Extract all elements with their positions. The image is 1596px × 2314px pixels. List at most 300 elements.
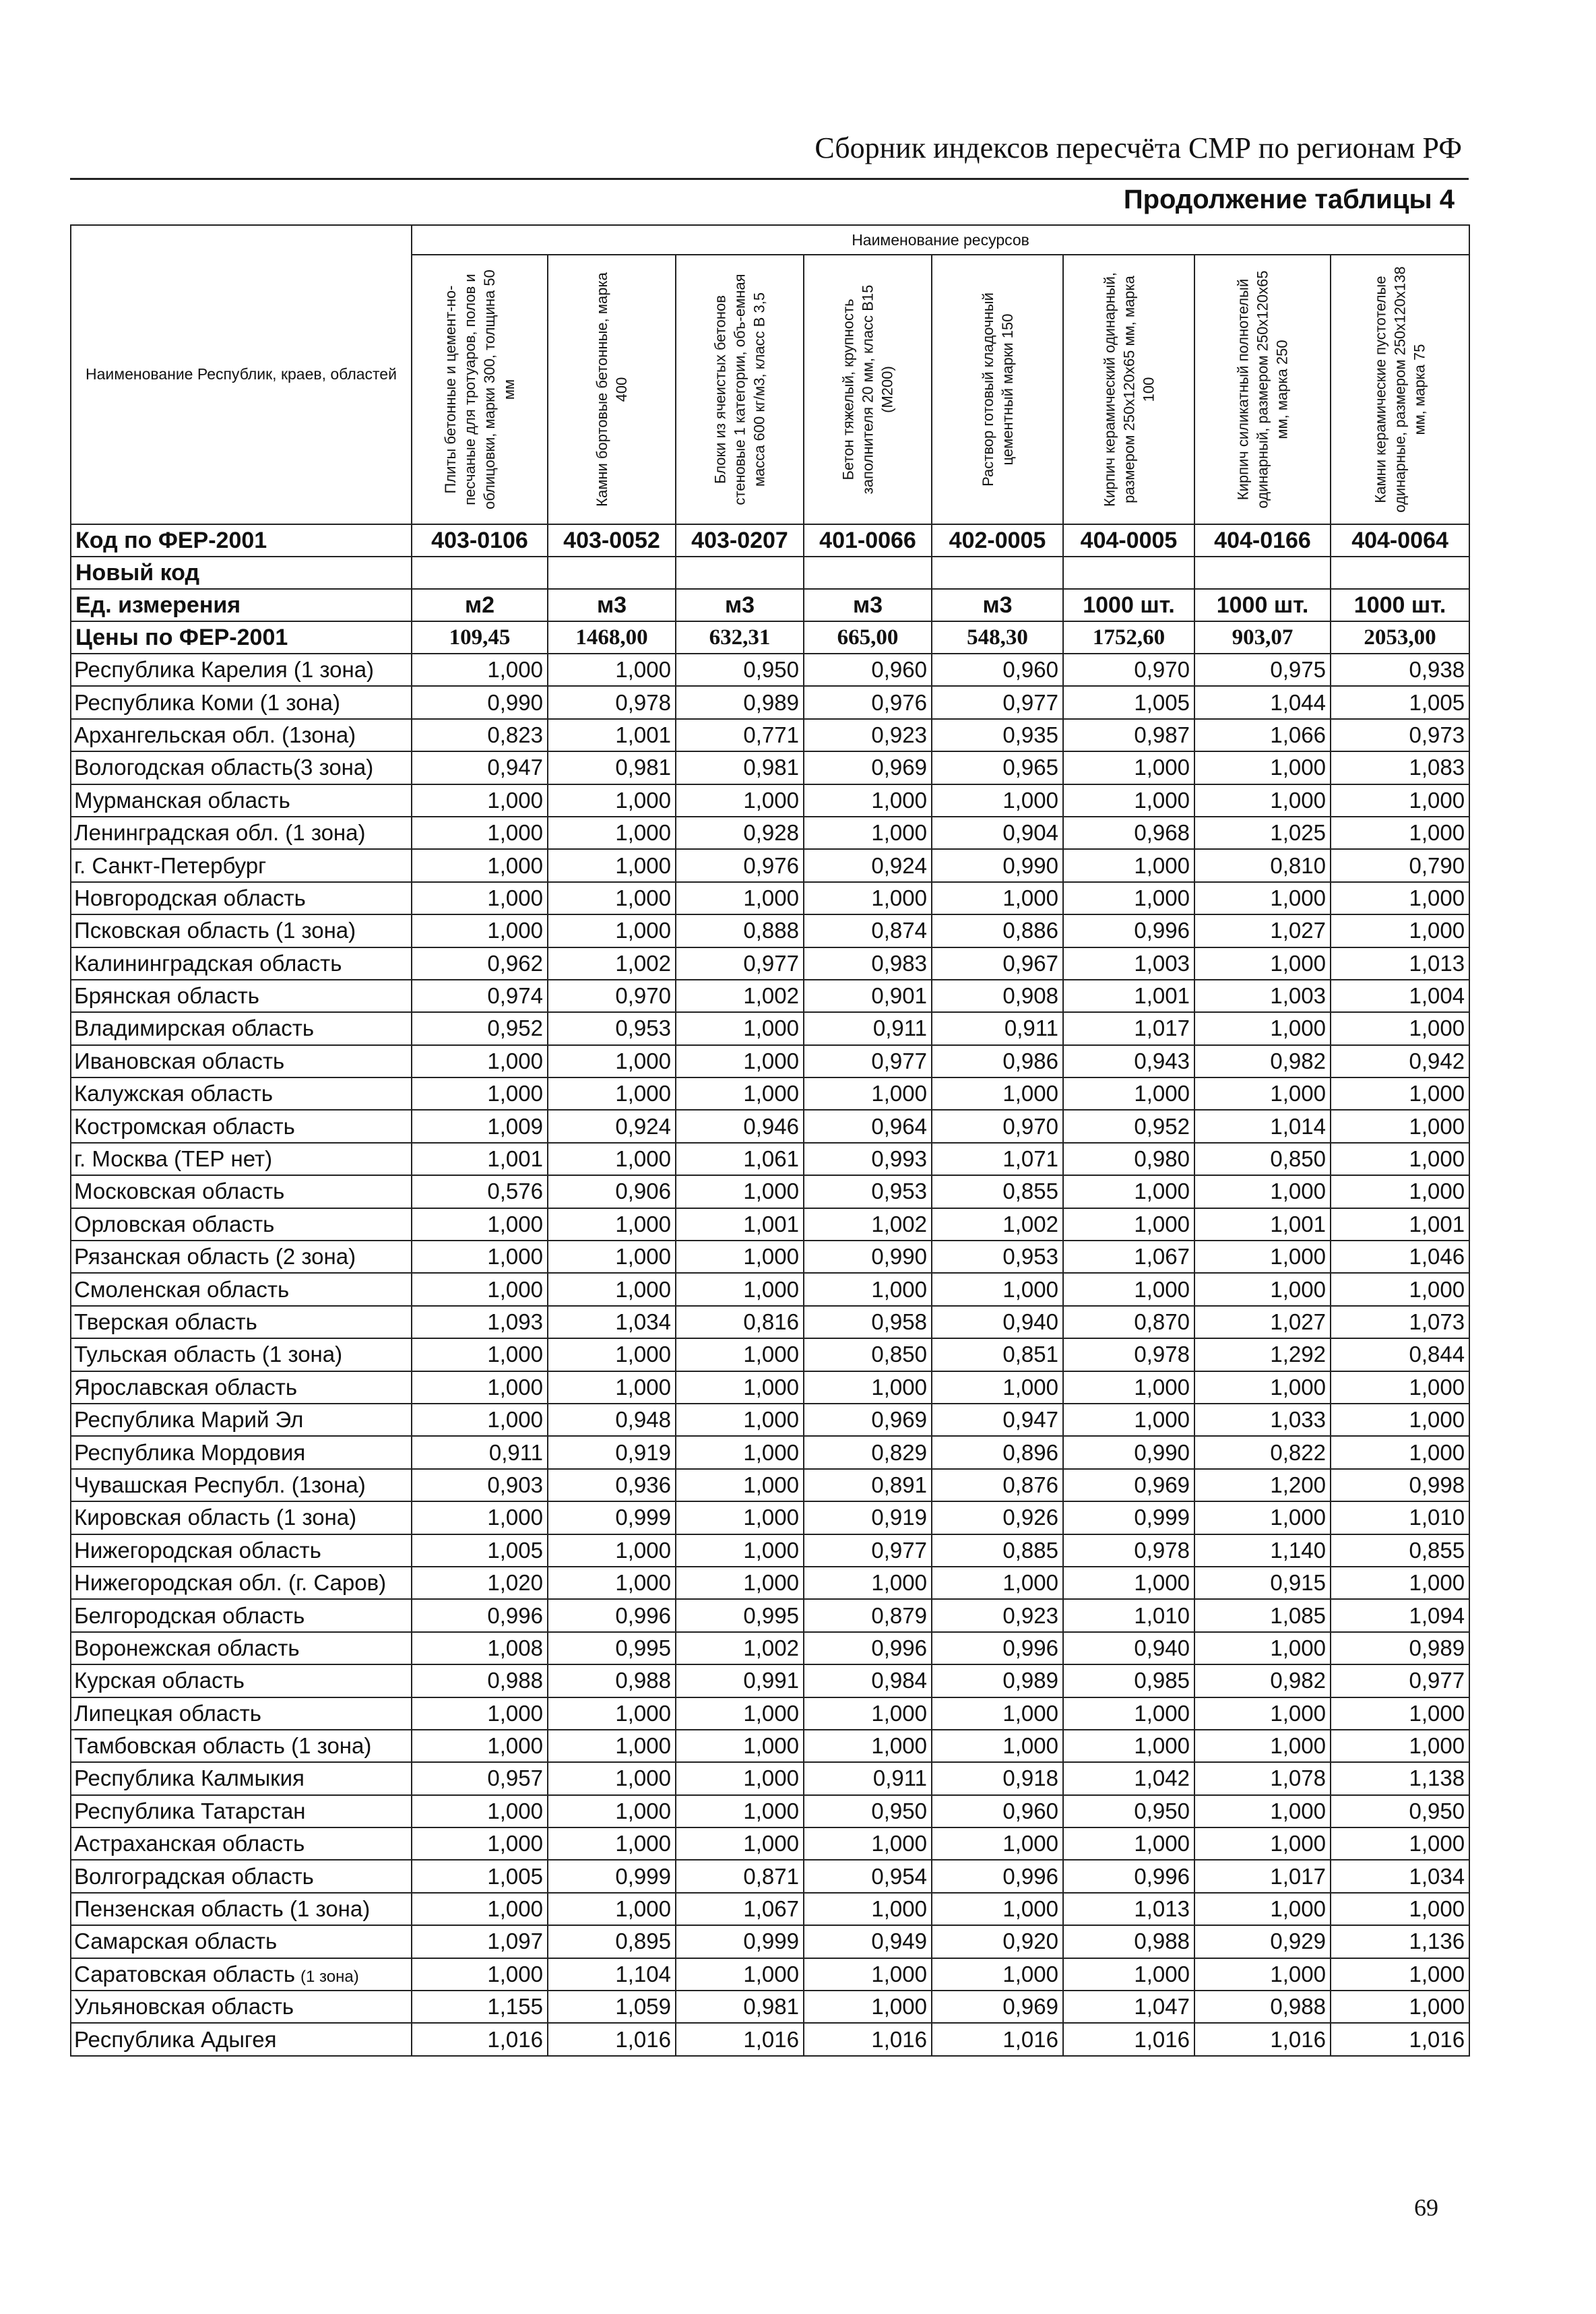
region-name xyxy=(71,817,412,849)
index-value: 1,000 xyxy=(548,1371,676,1404)
index-value: 0,988 xyxy=(1063,1925,1194,1958)
resource-header-text: Кирпич силикатный полнотелый одинарный, размером 250х120х65 мм, марка 250 xyxy=(1234,270,1291,509)
resource-header-text: Плиты бетонные и цемент-но-песчаные для тротуаров, полов и облицовки, марки 300, толщина 50 мм xyxy=(441,270,518,509)
meta-cell: 1752,60 xyxy=(1063,621,1194,654)
index-value: 0,870 xyxy=(1063,1306,1194,1338)
meta-cell xyxy=(412,557,548,589)
index-value: 1,000 xyxy=(1331,1567,1469,1599)
region-name xyxy=(71,2023,412,2055)
index-value: 1,000 xyxy=(676,1730,804,1762)
index-value: 0,990 xyxy=(804,1241,932,1273)
index-value: 0,954 xyxy=(804,1860,932,1892)
meta-cell xyxy=(548,557,676,589)
price-index-table xyxy=(70,224,1470,2057)
index-value: 0,970 xyxy=(1063,654,1194,686)
index-value: 1,000 xyxy=(1194,1175,1331,1208)
index-value: 0,923 xyxy=(804,719,932,751)
index-value: 0,950 xyxy=(804,1795,932,1827)
index-value: 1,000 xyxy=(1063,1404,1194,1436)
index-value: 1,000 xyxy=(548,914,676,947)
resource-header-text: Камни бортовые бетонные, марка 400 xyxy=(593,272,630,507)
meta-cell: 403-0052 xyxy=(548,524,676,557)
index-value: 0,990 xyxy=(412,686,548,718)
index-value: 0,928 xyxy=(676,817,804,849)
index-value: 1,000 xyxy=(676,1241,804,1273)
index-value: 1,000 xyxy=(1194,784,1331,817)
index-value: 1,002 xyxy=(548,947,676,980)
region-name-text: Рязанская область (2 зона) xyxy=(74,1244,356,1270)
index-value: 0,901 xyxy=(804,980,932,1012)
region-name-text: Тверская область xyxy=(74,1309,257,1334)
index-value: 1,000 xyxy=(804,1827,932,1860)
region-name xyxy=(71,1404,412,1436)
region-name xyxy=(71,654,412,686)
region-name-text: Брянская область xyxy=(74,983,259,1009)
region-name-text: Республика Коми (1 зона) xyxy=(74,689,341,715)
index-value: 1,000 xyxy=(804,882,932,914)
region-name xyxy=(71,1991,412,2023)
index-value: 1,000 xyxy=(1063,1077,1194,1110)
index-value: 1,066 xyxy=(1194,719,1331,751)
index-value: 1,047 xyxy=(1063,1991,1194,2023)
index-value: 0,911 xyxy=(932,1012,1063,1044)
resource-group-header: Наименование ресурсов xyxy=(412,225,1469,255)
region-name-text: г. Москва (ТЕР нет) xyxy=(74,1146,273,1172)
index-value: 1,000 xyxy=(1063,1567,1194,1599)
index-value: 1,067 xyxy=(676,1893,804,1925)
index-value: 1,027 xyxy=(1194,914,1331,947)
index-value: 0,999 xyxy=(1063,1501,1194,1534)
index-value: 1,000 xyxy=(548,1273,676,1305)
region-name-text: Республика Адыгея xyxy=(74,2026,277,2052)
index-value: 1,000 xyxy=(1331,882,1469,914)
index-value: 1,000 xyxy=(412,1077,548,1110)
index-value: 1,005 xyxy=(412,1534,548,1567)
index-value: 0,978 xyxy=(1063,1534,1194,1567)
index-value: 1,061 xyxy=(676,1143,804,1175)
index-value: 1,000 xyxy=(1194,1958,1331,1991)
index-value: 0,923 xyxy=(932,1599,1063,1631)
table-row xyxy=(71,1860,1469,1892)
meta-cell: 404-0064 xyxy=(1331,524,1469,557)
page-number: 69 xyxy=(1414,2194,1438,2221)
index-value: 1,104 xyxy=(548,1958,676,1991)
index-value: 1,000 xyxy=(676,1045,804,1077)
index-value: 1,000 xyxy=(1331,1110,1469,1142)
index-value: 1,000 xyxy=(1194,1241,1331,1273)
index-value: 0,989 xyxy=(1331,1632,1469,1664)
meta-cell: м2 xyxy=(412,589,548,621)
index-value: 1,085 xyxy=(1194,1599,1331,1631)
index-value: 1,000 xyxy=(412,817,548,849)
region-name-text: Республика Калмыкия xyxy=(74,1765,305,1791)
index-value: 1,000 xyxy=(548,882,676,914)
new-code-row xyxy=(71,557,1469,589)
index-value: 0,920 xyxy=(932,1925,1063,1958)
index-value: 1,000 xyxy=(932,1958,1063,1991)
table-row xyxy=(71,1925,1469,1958)
region-name-text: Калининградская область xyxy=(74,950,342,976)
page-header xyxy=(70,125,1469,180)
index-value: 0,950 xyxy=(676,654,804,686)
index-value: 1,000 xyxy=(932,1273,1063,1305)
index-value: 1,000 xyxy=(804,1697,932,1730)
index-value: 0,850 xyxy=(1194,1143,1331,1175)
region-name xyxy=(71,1632,412,1664)
index-value: 0,998 xyxy=(1331,1469,1469,1501)
index-value: 1,138 xyxy=(1331,1762,1469,1794)
index-value: 1,001 xyxy=(548,719,676,751)
index-value: 1,073 xyxy=(1331,1306,1469,1338)
index-value: 0,999 xyxy=(676,1925,804,1958)
meta-cell xyxy=(1331,557,1469,589)
index-value: 0,790 xyxy=(1331,849,1469,881)
index-value: 0,977 xyxy=(804,1534,932,1567)
region-name-text: Орловская область xyxy=(74,1211,275,1237)
region-name xyxy=(71,1110,412,1142)
index-value: 0,953 xyxy=(548,1012,676,1044)
index-value: 1,000 xyxy=(1331,1697,1469,1730)
index-value: 1,016 xyxy=(1331,2023,1469,2055)
table-row xyxy=(71,1208,1469,1241)
table-row xyxy=(71,980,1469,1012)
index-value: 0,991 xyxy=(676,1664,804,1697)
index-value: 1,000 xyxy=(548,817,676,849)
region-name-text: Тульская область (1 зона) xyxy=(74,1342,343,1367)
region-name-text: Белгородская область xyxy=(74,1602,305,1628)
table-row xyxy=(71,719,1469,751)
region-name xyxy=(71,1045,412,1077)
index-value: 0,952 xyxy=(412,1012,548,1044)
meta-cell: 404-0166 xyxy=(1194,524,1331,557)
index-value: 1,000 xyxy=(1331,1436,1469,1468)
index-value: 1,000 xyxy=(1194,1012,1331,1044)
index-value: 1,000 xyxy=(412,1404,548,1436)
table-row xyxy=(71,1893,1469,1925)
index-value: 0,988 xyxy=(1194,1991,1331,2023)
index-value: 1,000 xyxy=(804,1991,932,2023)
meta-cell: 632,31 xyxy=(676,621,804,654)
region-name-text: Ивановская область xyxy=(74,1048,285,1073)
index-value: 1,000 xyxy=(412,849,548,881)
meta-cell: 1000 шт. xyxy=(1331,589,1469,621)
table-row xyxy=(71,1306,1469,1338)
index-value: 1,000 xyxy=(1194,1077,1331,1110)
region-name-text: Пензенская область (1 зона) xyxy=(74,1896,371,1922)
index-value: 1,000 xyxy=(676,1012,804,1044)
index-value: 1,000 xyxy=(932,1077,1063,1110)
index-value: 0,874 xyxy=(804,914,932,947)
index-value: 1,000 xyxy=(804,1730,932,1762)
index-value: 1,016 xyxy=(1194,2023,1331,2055)
index-value: 1,000 xyxy=(548,1762,676,1794)
resource-header-2 xyxy=(548,255,676,524)
region-name-text: Курская область xyxy=(74,1668,245,1693)
index-value: 1,000 xyxy=(548,1827,676,1860)
index-value: 1,097 xyxy=(412,1925,548,1958)
index-value: 1,292 xyxy=(1194,1338,1331,1371)
table-row xyxy=(71,1664,1469,1697)
index-value: 1,000 xyxy=(1331,1371,1469,1404)
region-name xyxy=(71,1730,412,1762)
index-value: 1,000 xyxy=(1331,1404,1469,1436)
index-value: 1,000 xyxy=(804,1958,932,1991)
index-value: 0,969 xyxy=(932,1991,1063,2023)
index-value: 1,000 xyxy=(412,1795,548,1827)
index-value: 1,014 xyxy=(1194,1110,1331,1142)
index-value: 1,000 xyxy=(412,1208,548,1241)
index-value: 1,034 xyxy=(1331,1860,1469,1892)
index-value: 0,964 xyxy=(804,1110,932,1142)
index-value: 1,001 xyxy=(1063,980,1194,1012)
region-name-text: Воронежская область xyxy=(74,1635,300,1660)
index-value: 0,984 xyxy=(804,1664,932,1697)
table-row xyxy=(71,947,1469,980)
resource-header-1 xyxy=(412,255,548,524)
index-value: 1,000 xyxy=(1063,1827,1194,1860)
region-name-text: Вологодская область(3 зона) xyxy=(74,755,374,780)
index-value: 1,000 xyxy=(548,1241,676,1273)
index-value: 1,008 xyxy=(412,1632,548,1664)
index-value: 1,000 xyxy=(676,1338,804,1371)
region-name xyxy=(71,980,412,1012)
resource-header-text: Раствор готовый кладочный цементный марки 150 xyxy=(979,292,1016,487)
index-value: 1,000 xyxy=(548,784,676,817)
index-value: 1,000 xyxy=(548,654,676,686)
index-value: 0,962 xyxy=(412,947,548,980)
index-value: 0,935 xyxy=(932,719,1063,751)
index-value: 1,005 xyxy=(412,1860,548,1892)
index-value: 1,000 xyxy=(1063,1958,1194,1991)
index-value: 1,000 xyxy=(412,1241,548,1273)
region-name xyxy=(71,751,412,784)
index-value: 1,044 xyxy=(1194,686,1331,718)
index-value: 1,010 xyxy=(1063,1599,1194,1631)
table-continuation-label: Продолжение таблицы 4 xyxy=(1123,185,1455,214)
table-row xyxy=(71,1762,1469,1794)
resource-header-8 xyxy=(1331,255,1469,524)
index-value: 1,000 xyxy=(548,849,676,881)
region-name-text: Астраханская область xyxy=(74,1831,305,1856)
index-value: 0,855 xyxy=(1331,1534,1469,1567)
index-value: 0,904 xyxy=(932,817,1063,849)
index-value: 0,810 xyxy=(1194,849,1331,881)
index-value: 1,003 xyxy=(1194,980,1331,1012)
index-value: 0,960 xyxy=(804,654,932,686)
index-value: 1,000 xyxy=(1194,1795,1331,1827)
index-value: 0,969 xyxy=(1063,1469,1194,1501)
index-value: 1,000 xyxy=(1194,882,1331,914)
index-value: 0,950 xyxy=(1331,1795,1469,1827)
index-value: 1,000 xyxy=(676,1175,804,1208)
index-value: 1,000 xyxy=(1331,1991,1469,2023)
meta-cell xyxy=(932,557,1063,589)
index-value: 1,094 xyxy=(1331,1599,1469,1631)
meta-cell: 1468,00 xyxy=(548,621,676,654)
index-value: 1,000 xyxy=(676,1827,804,1860)
index-value: 1,000 xyxy=(548,1893,676,1925)
index-value: 0,965 xyxy=(932,751,1063,784)
meta-cell xyxy=(1063,557,1194,589)
index-value: 0,990 xyxy=(932,849,1063,881)
index-value: 1,000 xyxy=(1331,914,1469,947)
index-value: 1,001 xyxy=(412,1143,548,1175)
index-value: 0,943 xyxy=(1063,1045,1194,1077)
index-value: 0,924 xyxy=(804,849,932,881)
index-value: 1,000 xyxy=(676,1273,804,1305)
index-value: 0,926 xyxy=(932,1501,1063,1534)
region-name xyxy=(71,719,412,751)
index-value: 1,000 xyxy=(1331,1077,1469,1110)
resource-header-6 xyxy=(1063,255,1194,524)
index-value: 1,002 xyxy=(804,1208,932,1241)
index-value: 1,000 xyxy=(1063,1273,1194,1305)
index-value: 0,946 xyxy=(676,1110,804,1142)
index-value: 0,976 xyxy=(676,849,804,881)
index-value: 0,978 xyxy=(548,686,676,718)
index-value: 1,000 xyxy=(676,882,804,914)
index-value: 0,996 xyxy=(932,1632,1063,1664)
meta-cell xyxy=(804,557,932,589)
region-name xyxy=(71,1893,412,1925)
meta-cell: 403-0106 xyxy=(412,524,548,557)
region-name xyxy=(71,1567,412,1599)
index-value: 0,977 xyxy=(676,947,804,980)
index-value: 1,000 xyxy=(548,1567,676,1599)
index-value: 1,000 xyxy=(412,1501,548,1534)
index-value: 0,844 xyxy=(1331,1338,1469,1371)
unit-row xyxy=(71,589,1469,621)
index-value: 0,771 xyxy=(676,719,804,751)
table-row xyxy=(71,1012,1469,1044)
index-value: 0,978 xyxy=(1063,1338,1194,1371)
region-name xyxy=(71,1143,412,1175)
index-value: 1,000 xyxy=(412,1273,548,1305)
index-value: 0,816 xyxy=(676,1306,804,1338)
index-value: 0,989 xyxy=(676,686,804,718)
index-value: 0,988 xyxy=(412,1664,548,1697)
region-name xyxy=(71,1241,412,1273)
resource-header-text: Бетон тяжелый, крупность заполнителя 20 мм, класс В15 (М200) xyxy=(839,284,896,495)
region-name-text: Нижегородская область xyxy=(74,1537,321,1563)
index-value: 1,000 xyxy=(932,1827,1063,1860)
region-name xyxy=(71,784,412,817)
index-value: 1,033 xyxy=(1194,1404,1331,1436)
resource-header-5 xyxy=(932,255,1063,524)
table-row xyxy=(71,1991,1469,2023)
index-value: 1,000 xyxy=(548,1208,676,1241)
index-value: 1,140 xyxy=(1194,1534,1331,1567)
index-value: 1,000 xyxy=(1331,1827,1469,1860)
index-value: 0,919 xyxy=(804,1501,932,1534)
index-value: 0,981 xyxy=(548,751,676,784)
meta-cell xyxy=(1194,557,1331,589)
region-name-text: Саратовская область xyxy=(74,1961,296,1987)
meta-cell: 665,00 xyxy=(804,621,932,654)
index-value: 0,576 xyxy=(412,1175,548,1208)
index-value: 1,000 xyxy=(804,1893,932,1925)
table-row xyxy=(71,784,1469,817)
index-value: 1,000 xyxy=(676,1534,804,1567)
region-name-text: Смоленская область xyxy=(74,1276,290,1302)
index-value: 1,200 xyxy=(1194,1469,1331,1501)
index-value: 1,000 xyxy=(676,1567,804,1599)
index-value: 1,000 xyxy=(548,1730,676,1762)
index-value: 0,924 xyxy=(548,1110,676,1142)
index-value: 1,046 xyxy=(1331,1241,1469,1273)
index-value: 0,911 xyxy=(804,1012,932,1044)
index-value: 1,071 xyxy=(932,1143,1063,1175)
index-value: 1,000 xyxy=(804,1077,932,1110)
region-name xyxy=(71,1795,412,1827)
index-value: 1,010 xyxy=(1331,1501,1469,1534)
table-row xyxy=(71,1143,1469,1175)
meta-cell: 548,30 xyxy=(932,621,1063,654)
index-value: 1,016 xyxy=(676,2023,804,2055)
meta-row-label: Новый код xyxy=(71,557,412,589)
index-value: 1,000 xyxy=(412,654,548,686)
index-value: 1,002 xyxy=(676,1632,804,1664)
index-value: 0,829 xyxy=(804,1436,932,1468)
region-name xyxy=(71,947,412,980)
index-value: 0,949 xyxy=(804,1925,932,1958)
index-value: 1,000 xyxy=(1194,1501,1331,1534)
table-row xyxy=(71,882,1469,914)
region-name-suffix: (1 зона) xyxy=(300,1967,359,1986)
index-value: 1,005 xyxy=(1331,686,1469,718)
region-name-text: Республика Марий Эл xyxy=(74,1407,304,1433)
region-name-text: Чувашская Республ. (1зона) xyxy=(74,1472,366,1497)
index-value: 1,000 xyxy=(548,1077,676,1110)
table-row xyxy=(71,1077,1469,1110)
resource-header-7 xyxy=(1194,255,1331,524)
index-value: 1,000 xyxy=(1331,1730,1469,1762)
table-row xyxy=(71,1534,1469,1567)
index-value: 1,000 xyxy=(1331,817,1469,849)
index-value: 1,067 xyxy=(1063,1241,1194,1273)
index-value: 0,982 xyxy=(1194,1045,1331,1077)
region-name xyxy=(71,1925,412,1958)
table-row xyxy=(71,817,1469,849)
index-value: 1,000 xyxy=(1194,1273,1331,1305)
index-value: 0,974 xyxy=(412,980,548,1012)
index-value: 1,000 xyxy=(1063,882,1194,914)
index-value: 1,001 xyxy=(1194,1208,1331,1241)
index-value: 1,016 xyxy=(804,2023,932,2055)
index-value: 1,000 xyxy=(932,1567,1063,1599)
index-value: 1,000 xyxy=(1331,1958,1469,1991)
index-value: 0,911 xyxy=(412,1436,548,1468)
index-value: 1,002 xyxy=(676,980,804,1012)
region-name-text: Республика Мордовия xyxy=(74,1439,306,1465)
meta-cell xyxy=(676,557,804,589)
index-value: 1,000 xyxy=(1331,1273,1469,1305)
index-value: 0,888 xyxy=(676,914,804,947)
index-value: 1,000 xyxy=(1063,751,1194,784)
region-name xyxy=(71,914,412,947)
region-name-text: Республика Татарстан xyxy=(74,1798,306,1823)
index-value: 1,000 xyxy=(804,1567,932,1599)
region-name xyxy=(71,1762,412,1794)
index-value: 1,000 xyxy=(1194,947,1331,980)
index-value: 0,879 xyxy=(804,1599,932,1631)
index-value: 0,952 xyxy=(1063,1110,1194,1142)
table-row xyxy=(71,914,1469,947)
index-value: 0,896 xyxy=(932,1436,1063,1468)
index-value: 0,996 xyxy=(1063,914,1194,947)
index-value: 1,000 xyxy=(932,784,1063,817)
index-value: 1,000 xyxy=(412,1893,548,1925)
